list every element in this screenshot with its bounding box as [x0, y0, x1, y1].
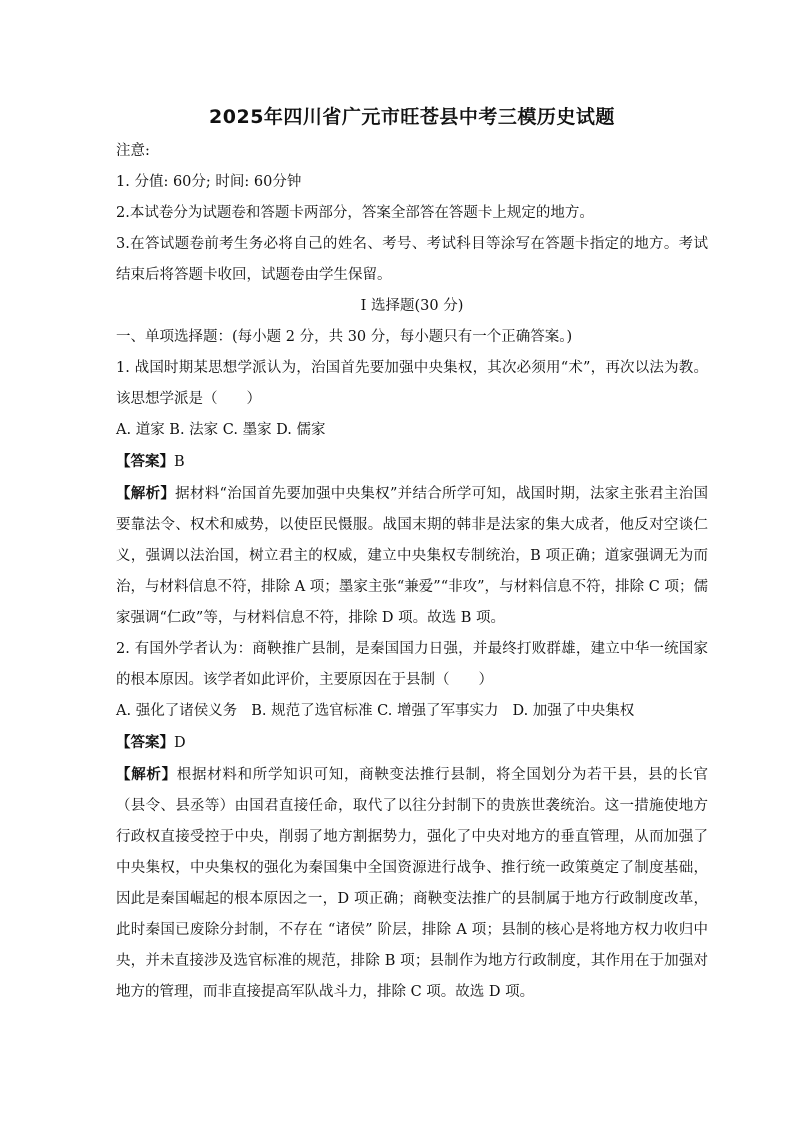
question-options — [116, 696, 708, 727]
answer-label: 【答案】 — [116, 453, 174, 470]
analysis-text: 据材料“治国首先要加强中央集权”并结合所学可知，战国时期，法家主张君主治国要靠法令、权术和威势，以使臣民慑服。战国末期的韩非是法家的集大成者，他反对空谈仁义，强调以法治国，树立君主的权威，建立中央集权专制统治，B 项正确；道家强调无为而治，与材料信息不符，排除 A 项；墨家主张“兼爱”“非攻”，与材料信息不符，排除 C 项；儒家强调“仁政”等，与材料信息不符，排除 D 项。故选 B 项。 — [116, 486, 708, 626]
option: D. 加强了中央集权 — [512, 703, 635, 719]
analysis-label: 【解析】 — [116, 485, 176, 502]
notice-item: 2.本试卷分为试题卷和答题卡两部分，答案全部答在答题卡上规定的地方。 — [116, 205, 594, 221]
answer-label: 【答案】 — [116, 734, 174, 751]
question-options: A. 道家 B. 法家 C. 墨家 D. 儒家 — [116, 422, 326, 438]
question-stem: 2. 有国外学者认为：商鞅推广县制，是秦国国力日强，并最终打败群雄，建立中华一统国家的根本原因。该学者如此评价，主要原因在于县制（ ） — [116, 641, 708, 688]
section-subtitle: 一、单项选择题：(每小题 2 分，共 30 分，每小题只有一个正确答案。) — [116, 329, 573, 345]
answer-value: B — [174, 454, 185, 470]
notice-item: 1. 分值: 60分; 时间: 60分钟 — [116, 174, 302, 190]
option: A. 强化了诸侯义务 — [116, 703, 238, 719]
analysis-label: 【解析】 — [116, 766, 177, 783]
answer-value: D — [174, 735, 186, 751]
page-title: 2025年四川省广元市旺苍县中考三模历史试题 — [209, 106, 615, 128]
option: B. 规范了选官标准 C. 增强了军事实力 — [251, 703, 499, 719]
analysis-text: 根据材料和所学知识可知，商鞅变法推行县制，将全国划分为若干县，县的长官（县令、县丞等）由国君直接任命，取代了以往分封制下的贵族世袭统治。这一措施使地方行政权直接受控于中央，削弱了地方割据势力，强化了中央对地方的垂直管理，从而加强了中央集权，中央集权的强化为秦国集中全国资源进行战争、推行统一政策奠定了制度基础，因此是秦国崛起的根本原因之一，D 项正确；商鞅变法推广的县制属于地方行政制度改革，此时秦国已废除分封制，不存在 “诸侯” 阶层，排除 A 项；县制的核心是将地方权力收归中央，并未直接涉及选官标准的规范，排除 B 项；县制作为地方行政制度，其作用在于加强对地方的管理，而非直接提高军队战斗力，排除 C 项。故选 D 项。 — [116, 767, 709, 1000]
analysis-block — [116, 478, 708, 634]
notice-item: 3.在答试题卷前考生务必将自己的姓名、考号、考试科目等涂写在答题卡指定的地方。考试结束后将答题卡收回，试题卷由学生保留。 — [116, 236, 708, 283]
answer-line — [116, 727, 708, 759]
section-title: I 选择题(30 分) — [360, 298, 464, 314]
question-stem: 1. 战国时期某思想学派认为，治国首先要加强中央集权，其次必须用“术”，再次以法为教。该思想学派是（ ） — [116, 360, 708, 407]
answer-line — [116, 446, 708, 478]
analysis-block — [116, 759, 708, 1008]
notice-heading: 注意: — [116, 143, 150, 159]
